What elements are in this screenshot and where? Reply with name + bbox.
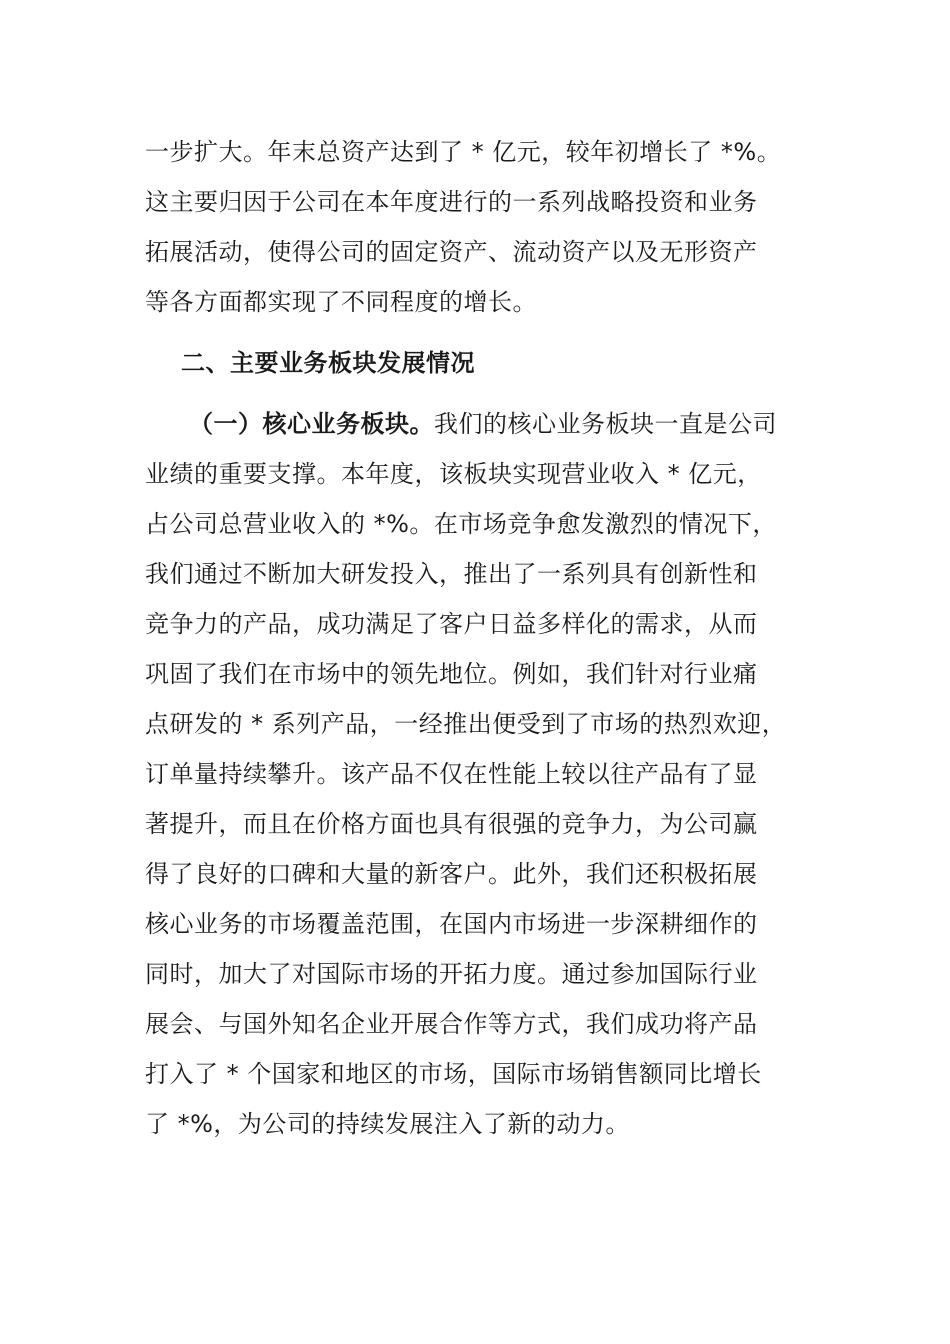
paragraph-line: 我们通过不断加大研发投入，推出了一系列具有创新性和: [145, 560, 758, 588]
paragraph-text: 我们的核心业务板块一直是公司: [434, 410, 777, 438]
paragraph-line: 一步扩大。年末总资产达到了 * 亿元，较年初增长了 *%。: [145, 138, 782, 166]
paragraph-line: 点研发的 * 系列产品，一经推出便受到了市场的热烈欢迎，: [145, 710, 787, 738]
paragraph-line: 了 *%，为公司的持续发展注入了新的动力。: [145, 1110, 630, 1138]
paragraph-line: 业绩的重要支撑。本年度，该板块实现营业收入 * 亿元，: [145, 460, 762, 488]
subsection-heading: （一）核心业务板块。: [189, 410, 434, 438]
paragraph-line: 打入了 * 个国家和地区的市场，国际市场销售额同比增长: [145, 1060, 762, 1088]
paragraph-line: 拓展活动，使得公司的固定资产、流动资产以及无形资产: [145, 238, 758, 266]
section-heading: 二、主要业务板块发展情况: [181, 349, 475, 377]
paragraph-first-line: [189, 399, 777, 449]
paragraph-line: 这主要归因于公司在本年度进行的一系列战略投资和业务: [145, 188, 758, 216]
paragraph-line: 等各方面都实现了不同程度的增长。: [145, 288, 537, 316]
paragraph-line: 巩固了我们在市场中的领先地位。例如，我们针对行业痛: [145, 660, 758, 688]
paragraph-line: 著提升，而且在价格方面也具有很强的竞争力，为公司赢: [145, 810, 758, 838]
paragraph-line: 得了良好的口碑和大量的新客户。此外，我们还积极拓展: [145, 860, 758, 888]
paragraph-line: 占公司总营业收入的 *%。在市场竞争愈发激烈的情况下，: [145, 510, 777, 538]
paragraph-line: 同时，加大了对国际市场的开拓力度。通过参加国际行业: [145, 960, 758, 988]
paragraph-line: 展会、与国外知名企业开展合作等方式，我们成功将产品: [145, 1010, 758, 1038]
paragraph-line: 核心业务的市场覆盖范围，在国内市场进一步深耕细作的: [145, 910, 758, 938]
paragraph-line: 订单量持续攀升。该产品不仅在性能上较以往产品有了显: [145, 760, 758, 788]
paragraph-line: 竞争力的产品，成功满足了客户日益多样化的需求，从而: [145, 610, 758, 638]
